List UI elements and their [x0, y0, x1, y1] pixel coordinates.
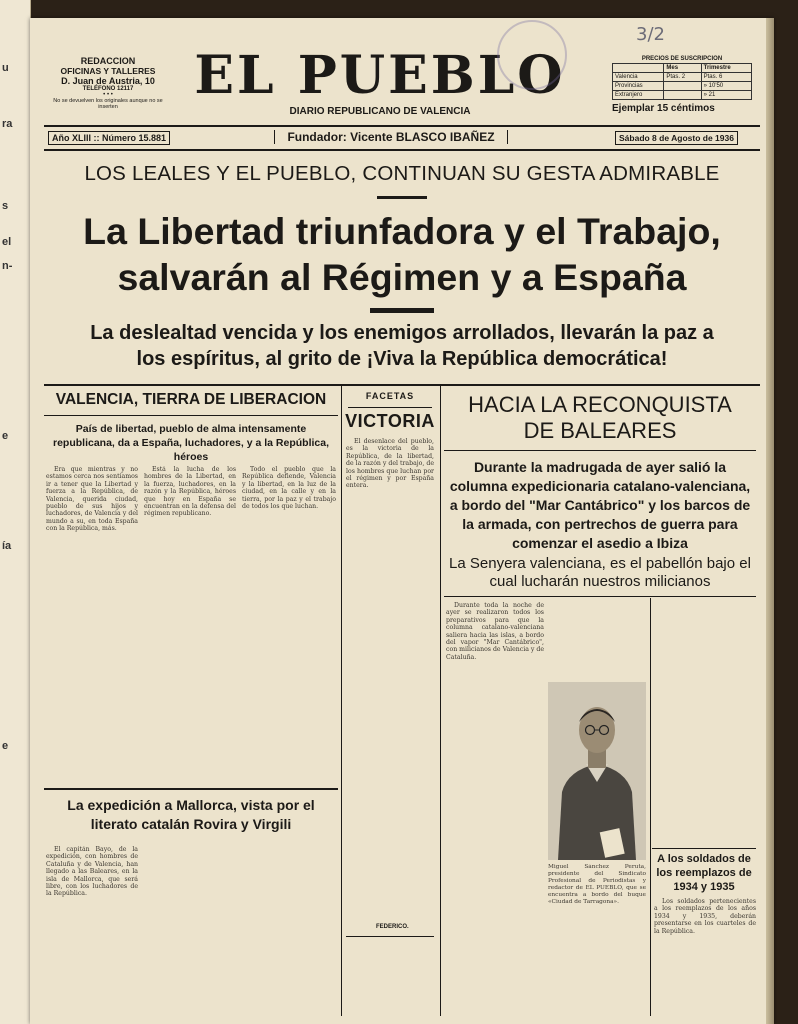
- adjacent-page-edge: [0, 0, 31, 1024]
- edge-fragment: n-: [2, 260, 13, 272]
- redaccion-address: D. Juan de Austria, 10: [61, 76, 155, 86]
- masthead-subtitle: DIARIO REPUBLICANO DE VALENCIA: [289, 106, 471, 117]
- baleares-body-col2-end: [548, 956, 646, 1012]
- library-stamp: [497, 20, 567, 90]
- facetas-body: El desenlace del pueblo, es la victoria de la República, de la libertad, de la razón y del trabajo, de los hombres que luchan por el régimen y por España entera.: [346, 438, 434, 490]
- newspaper-page: [30, 18, 774, 1024]
- deck-line-2: los espíritus, al grito de ¡Viva la República democrática!: [136, 348, 668, 370]
- edge-fragment: el: [2, 236, 12, 248]
- rule: [44, 125, 760, 127]
- facetas-signature: FEDERICO.: [376, 924, 409, 930]
- headline-line-1: La Libertad triunfadora y el Trabajo,: [83, 210, 721, 252]
- mallorca-body-col2: [144, 846, 236, 1006]
- baleares-title-1: HACIA LA RECONQUISTA: [468, 392, 732, 417]
- valencia-title: VALENCIA, TIERRA DE LIBERACION: [55, 391, 327, 408]
- rule: [44, 788, 338, 790]
- facetas-title: VICTORIA: [345, 411, 435, 431]
- column-rule: [650, 598, 651, 1016]
- tarifa-row: Extranjero » 21: [613, 91, 752, 100]
- masthead-title: EL PUEBLO: [194, 45, 566, 106]
- edge-fragment: ía: [2, 540, 12, 552]
- tarifa-row: Provincias » 10'50: [613, 82, 752, 91]
- rule: [44, 384, 760, 386]
- facetas-kicker: FACETAS: [365, 391, 415, 401]
- portrait-caption: Miguel Sánchez Peruta, presidente del Sindicato Profesional de Periodistas y redactor de EL PUEBLO, que se encuentra a bordo del buque «Ciudad de Tarragona».: [548, 864, 646, 905]
- tarifa-table: [612, 63, 752, 100]
- edge-fragment: e: [2, 740, 9, 752]
- portrait-illustration: [548, 682, 646, 860]
- redaccion-title: REDACCION: [80, 56, 136, 66]
- soldados-box-body: Los soldados pertenecientes a los reemplazos de los años 1934 y 1935, deberán presentarse en los cuarteles de la República.: [654, 898, 756, 935]
- headline-line-2: salvarán al Régimen y a España: [117, 256, 687, 298]
- short-rule: [370, 308, 434, 313]
- mallorca-body-col1: El capitán Bayo, de la expedición, con hombres de Cataluña y de Valencia, han llegado a las Baleares, en la isla de Mallorca, que será libre, con los luchadores de la República.: [46, 846, 138, 898]
- rule: [346, 936, 434, 937]
- rule: [44, 415, 338, 416]
- baleares-title-2: DE BALEARES: [523, 418, 677, 443]
- valencia-body-col2: Está la lucha de los hombres de la Libertad, en la fuerza, luchadores, en la razón y la República, héroes que hoy en España se encuentran en la defensa del régimen republicano.: [144, 466, 236, 518]
- edge-fragment: u: [2, 62, 9, 74]
- mallorca-body-col3: [242, 846, 336, 1006]
- redaccion-phone: TELÉFONO 12117: [82, 86, 134, 92]
- rule: [444, 450, 756, 451]
- valencia-body-col3: Todo el pueblo que la República defiende, Valencia y la libertad, en la luz de la ciudad, en la calle y en la tierra, por la paz y el trabajo de todos los que luchan.: [242, 466, 336, 511]
- edge-fragment: ra: [2, 118, 13, 130]
- lead-kicker: LOS LEALES Y EL PUEBLO, CONTINUAN SU GESTA ADMIRABLE: [84, 162, 720, 185]
- edge-fragment: e: [2, 430, 9, 442]
- redaccion-block: REDACCION OFICINAS Y TALLERES D. Juan de Austria, 10 TELÉFONO 12117 • • • No se devuelven los originales aunque no se inserten: [53, 56, 163, 110]
- issue-date: Sábado 8 de Agosto de 1936: [615, 131, 738, 145]
- column-rule: [341, 386, 342, 1016]
- suscripcion-title: PRECIOS DE SUSCRIPCION: [641, 56, 723, 62]
- facetas-body-continued: [346, 942, 434, 1012]
- price-ejemplar: Ejemplar 15 céntimos: [612, 103, 715, 114]
- suscripcion-block: [612, 56, 752, 114]
- originals-notice: No se devuelven los originales aunque no se inserten: [53, 98, 163, 110]
- short-rule: [377, 196, 427, 199]
- binding-spine: [766, 18, 774, 1024]
- tarifa-row: Valencia Ptas. 2 Ptas. 6: [613, 73, 752, 82]
- valencia-subtitle: País de libertad, pueblo de alma intensamente republicana, da a España, luchadores, y a la República, héroes: [52, 423, 329, 463]
- pencil-annotation: 3/2: [636, 24, 665, 45]
- rule: [44, 149, 760, 151]
- baleares-body-col1: Durante toda la noche de ayer se realizaron todos los preparativos para que la columna catalano-valenciana saliera hacia las islas, a bordo del vapor "Mar Cantábrico", con milicianos de Valencia y de Cataluña.: [446, 602, 544, 661]
- column-rule: [440, 386, 441, 1016]
- mallorca-headline: La expedición a Mallorca, vista por el literato catalán Rovira y Virgili: [67, 797, 315, 832]
- portrait-photo: [548, 682, 646, 860]
- rule: [348, 407, 432, 408]
- year-number: Año XLIII :: Número 15.881: [48, 131, 170, 145]
- valencia-body-col1: Era que mientras y no estamos cerca nos sentíamos ir a tener que la Libertad y fuerza a la República, de Valencia, querida ciudad, pueblo de sus hijos y luchadores, de Valencia y del mundo a su, en toda España con la República, más.: [46, 466, 138, 533]
- deck-line-1: La deslealtad vencida y los enemigos arrollados, llevarán la paz a: [90, 322, 714, 344]
- baleares-subdeck: La Senyera valenciana, es el pabellón bajo el cual lucharán nuestros milicianos: [449, 555, 751, 590]
- fundador-line: Fundador: Vicente BLASCO IBAÑEZ: [274, 130, 508, 144]
- baleares-deck: Durante la madrugada de ayer salió la columna expedicionaria catalano-valenciana, a bordo del "Mar Cantábrico" y los barcos de la armada, con pertrechos de guerra para comenzar el asedio a Ibiza: [449, 459, 751, 551]
- soldados-box-title: A los soldados de los reemplazos de 1934 y 1935: [656, 853, 752, 893]
- redaccion-line: OFICINAS Y TALLERES: [60, 66, 156, 76]
- baleares-body-col2: [550, 602, 646, 680]
- edge-fragment: s: [2, 200, 9, 212]
- rule: [652, 848, 756, 849]
- baleares-body-col3: [654, 602, 756, 842]
- tarifa-head-row: Mes Trimestre: [613, 64, 752, 73]
- rule: [444, 596, 756, 597]
